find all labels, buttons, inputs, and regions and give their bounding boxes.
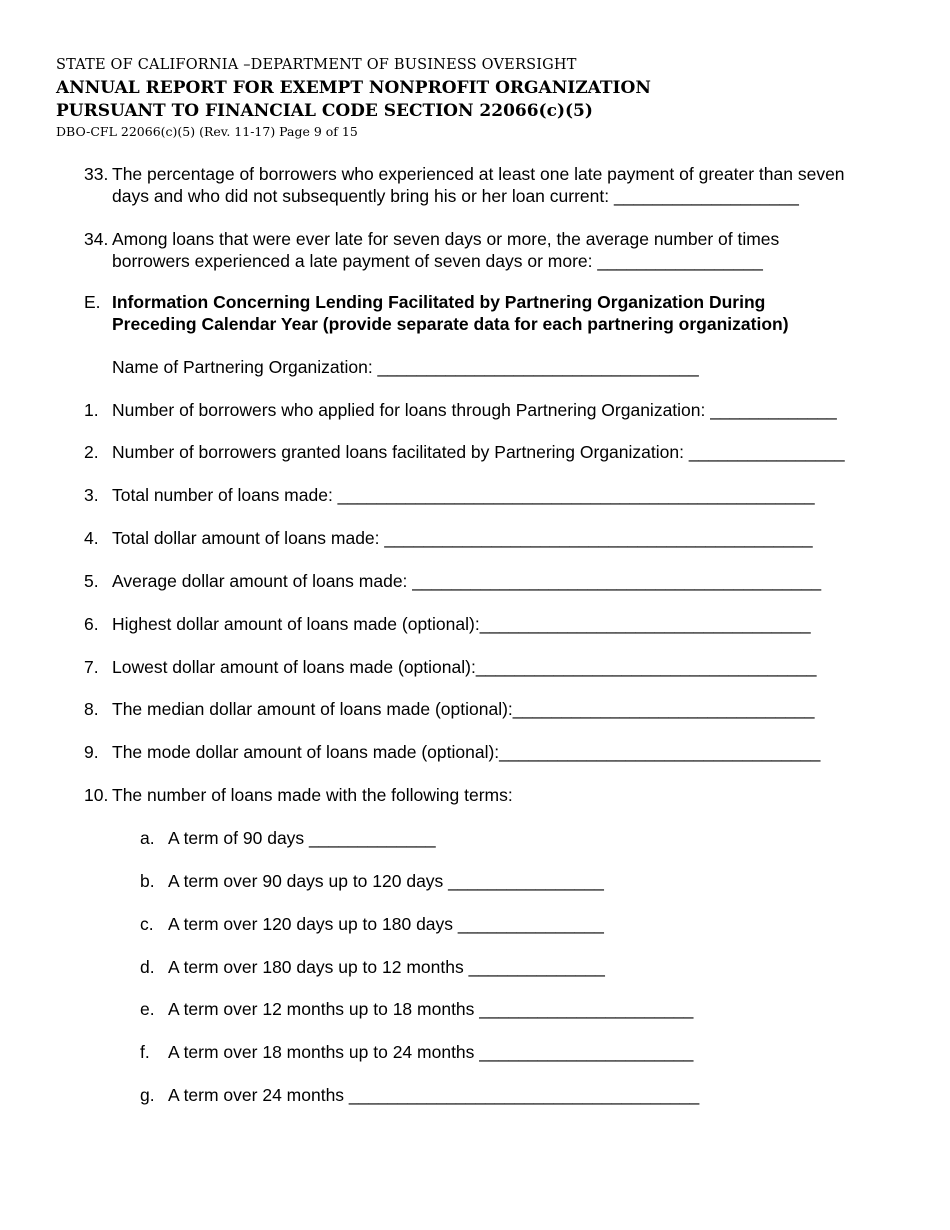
question-text-cont: borrowers experienced a late payment of seven days or more: _________________ bbox=[112, 251, 763, 271]
item-text: Number of borrowers granted loans facilitated by Partnering Organization: ________________ bbox=[112, 442, 845, 462]
item-number: 7. bbox=[84, 657, 99, 677]
term-text: A term over 18 months up to 24 months ______________________ bbox=[168, 1042, 694, 1062]
term-text: A term over 180 days up to 12 months ______________ bbox=[168, 957, 605, 977]
question-text-cont: days and who did not subsequently bring his or her loan current: ___________________ bbox=[112, 186, 799, 206]
item-number: 2. bbox=[84, 442, 99, 462]
item-text: Total dollar amount of loans made: ____________________________________________ bbox=[112, 528, 813, 548]
section-letter: E. bbox=[84, 292, 101, 312]
item-number: 10. bbox=[84, 785, 109, 805]
term-letter: e. bbox=[140, 999, 155, 1019]
term-letter: g. bbox=[140, 1085, 155, 1105]
item-number: 5. bbox=[84, 571, 99, 591]
form-number-page: DBO-CFL 22066(c)(5) (Rev. 11-17) Page 9 of 15 bbox=[56, 124, 358, 139]
question-text: The percentage of borrowers who experienced at least one late payment of greater than seven bbox=[112, 164, 845, 184]
term-letter: a. bbox=[140, 828, 155, 848]
term-letter: f. bbox=[140, 1042, 150, 1062]
item-text: Number of borrowers who applied for loans through Partnering Organization: _____________ bbox=[112, 400, 837, 420]
term-text: A term over 90 days up to 120 days ________________ bbox=[168, 871, 604, 891]
term-text: A term of 90 days _____________ bbox=[168, 828, 436, 848]
item-text: Total number of loans made: _________________________________________________ bbox=[112, 485, 815, 505]
question-number: 34. bbox=[84, 229, 109, 249]
term-letter: b. bbox=[140, 871, 155, 891]
section-title: Information Concerning Lending Facilitated by Partnering Organization During bbox=[112, 292, 766, 312]
item-text: The number of loans made with the following terms: bbox=[112, 785, 513, 805]
item-text: The median dollar amount of loans made (optional):_______________________________ bbox=[112, 699, 815, 719]
question-text: Among loans that were ever late for seven days or more, the average number of times bbox=[112, 229, 780, 249]
term-text: A term over 12 months up to 18 months ______________________ bbox=[168, 999, 694, 1019]
partner-name-field: Name of Partnering Organization: _________________________________ bbox=[112, 357, 699, 377]
question-number: 33. bbox=[84, 164, 109, 184]
item-text: The mode dollar amount of loans made (optional):_________________________________ bbox=[112, 742, 821, 762]
item-number: 6. bbox=[84, 614, 99, 634]
item-number: 9. bbox=[84, 742, 99, 762]
term-text: A term over 24 months ____________________________________ bbox=[168, 1085, 700, 1105]
item-number: 4. bbox=[84, 528, 99, 548]
item-text: Highest dollar amount of loans made (optional):__________________________________ bbox=[112, 614, 811, 634]
term-letter: c. bbox=[140, 914, 154, 934]
term-letter: d. bbox=[140, 957, 155, 977]
report-title: ANNUAL REPORT FOR EXEMPT NONPROFIT ORGANIZATION bbox=[56, 78, 651, 98]
item-text: Lowest dollar amount of loans made (optional):___________________________________ bbox=[112, 657, 817, 677]
term-text: A term over 120 days up to 180 days _______________ bbox=[168, 914, 604, 934]
report-subtitle: PURSUANT TO FINANCIAL CODE SECTION 22066(c)(5) bbox=[56, 101, 593, 121]
agency-title: STATE OF CALIFORNIA –DEPARTMENT OF BUSINESS OVERSIGHT bbox=[56, 57, 577, 73]
item-number: 3. bbox=[84, 485, 99, 505]
item-number: 1. bbox=[84, 400, 99, 420]
item-text: Average dollar amount of loans made: __________________________________________ bbox=[112, 571, 822, 591]
item-number: 8. bbox=[84, 699, 99, 719]
section-title-cont: Preceding Calendar Year (provide separate data for each partnering organization) bbox=[112, 314, 789, 334]
